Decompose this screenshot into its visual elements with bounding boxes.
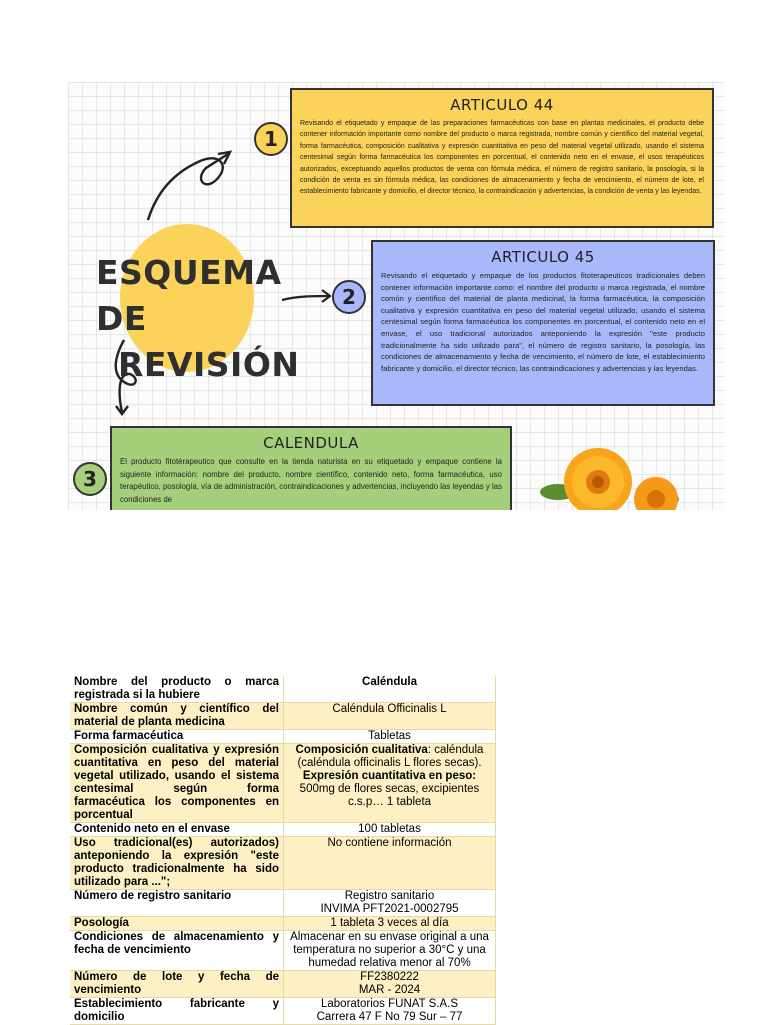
row-value bbox=[284, 998, 496, 1025]
composition-quantitative-label: Expresión cuantitativa en peso: bbox=[302, 770, 477, 782]
table-row bbox=[70, 971, 496, 998]
article-45-card bbox=[371, 240, 715, 406]
row-value: Tabletas bbox=[284, 730, 496, 744]
value-line: Laboratorios FUNAT S.A.S bbox=[321, 998, 458, 1010]
infographic-title bbox=[96, 250, 300, 388]
value-line: Carrera 47 F No 79 Sur – 77 bbox=[316, 1011, 463, 1023]
calendula-heading: CALENDULA bbox=[263, 434, 359, 452]
row-label: Posología bbox=[70, 917, 284, 931]
value-line: FF2380222 bbox=[360, 971, 419, 983]
row-value bbox=[284, 744, 496, 823]
row-label: Condiciones de almacenamiento y fecha de vencimiento bbox=[70, 931, 284, 971]
article-44-card bbox=[290, 88, 714, 228]
value-line: MAR - 2024 bbox=[358, 984, 421, 996]
row-label: Número de registro sanitario bbox=[70, 890, 284, 917]
table-row bbox=[70, 917, 496, 931]
table-row bbox=[70, 744, 496, 823]
step-badge-2: 2 bbox=[332, 280, 366, 314]
table-row bbox=[70, 676, 496, 703]
row-label: Nombre del producto o marca registrada si la hubiere bbox=[70, 676, 284, 703]
calendula-label-table bbox=[70, 676, 496, 1025]
title-line-2: REVISIÓN bbox=[118, 345, 300, 384]
table-row bbox=[70, 890, 496, 917]
row-label: Nombre común y científico del material de planta medicina bbox=[70, 703, 284, 730]
value-line: Registro sanitario bbox=[344, 890, 435, 902]
review-infographic bbox=[68, 82, 724, 510]
arrow-to-card1 bbox=[148, 154, 228, 220]
row-label: Número de lote y fecha de vencimiento bbox=[70, 971, 284, 998]
row-value bbox=[284, 890, 496, 917]
row-value: No contiene información bbox=[284, 837, 496, 890]
calendula-card bbox=[110, 426, 512, 510]
row-value: Caléndula bbox=[284, 676, 496, 703]
article-44-heading: ARTICULO 44 bbox=[450, 96, 554, 114]
row-value bbox=[284, 971, 496, 998]
table-row bbox=[70, 998, 496, 1025]
row-value: 100 tabletas bbox=[284, 823, 496, 837]
table-row bbox=[70, 837, 496, 890]
title-line-1: ESQUEMA DE bbox=[96, 253, 282, 338]
composition-qualitative-text: : caléndula (caléndula officinalis L flores secas). bbox=[297, 744, 484, 769]
composition-quantitative-text: 500mg de flores secas, excipientes c.s.p… 1 tableta bbox=[299, 783, 480, 808]
row-label: Forma farmacéutica bbox=[70, 730, 284, 744]
row-label: Establecimiento fabricante y domicilio bbox=[70, 998, 284, 1025]
table-row bbox=[70, 823, 496, 837]
composition-qualitative-label: Composición cualitativa bbox=[295, 744, 428, 756]
row-label: Composición cualitativa y expresión cuantitativa en peso del material vegetal utilizado, usando el sistema centesimal según forma farmacéutica los componentes en porcentual bbox=[70, 744, 284, 823]
article-45-body: Revisando el etiquetado y empaque de los productos fitoterapeuticos tradicionales deben contener información importante como: el nombre del producto o marca registrada, el nombre común y científico del material de planta medicinal, la forma farmacéutica, la composición cualitativa y expresión cuantitativa en peso del material vegetal utilizado, usando el sistema centesimal según forma farmacéutica los componentes en porcentual, el contenido neto en el envase, el uso tradicional autorizados anteponiendo la expresión "este producto tradicionalmente ha sido utilizado para", el número de registro sanitario, la posología, las condiciones de almacenamiento y fecha de vencimiento, el número de lote, el establecimiento fabricante y domicilio, el director técnico, las contraindicaciones y advertencias y las leyendas. bbox=[381, 271, 705, 373]
row-value: Caléndula Officinalis L bbox=[284, 703, 496, 730]
calendula-body: El producto fitotérapeutico que consulte en la tienda naturista en su etiquetado y empaque contiene la siguiente información: nombre del producto, nombre científico, contenido neto, forma farmacéutica, uso terapéutico, posología, vía de administración, contraindicaciones y advertencias, incluyendo las leyendas y las condiciones de bbox=[120, 457, 502, 504]
value-line: INVIMA PFT2021-0002795 bbox=[320, 903, 459, 915]
row-value: 1 tableta 3 veces al día bbox=[284, 917, 496, 931]
calendula-flower-image bbox=[538, 437, 688, 510]
row-value: Almacenar en su envase original a una temperatura no superior a 30°C y una humedad relativa menor al 70% bbox=[284, 931, 496, 971]
step-badge-1: 1 bbox=[254, 122, 288, 156]
article-44-body: Revisando el etiquetado y empaque de las preparaciones farmacéuticas con base en plantas medicinales, el producto debe contener información importante como nombre del producto o marca registrada, nombre común y científico del material vegetal, forma farmacéutica, composición cualitativa y expresión cuantitativa en peso del material vegetal utilizado, usando el sistema centesimal según forma farmacéutica los componentes en porcentual, el contenido neto en el envase, el usos terapéuticos autorizados, exceptuando aquellos productos de venta con fórmula médica, el número de registro sanitario, la posología, si la condición de venta es sin fórmula médica, las condiciones de almacenamiento y fecha de vencimiento, el número de lote, el establecimiento fabricante y domicilio, el director técnico, la contraindicación y advertencias, la condición de venta y las leyendas. bbox=[300, 120, 704, 196]
step-badge-3: 3 bbox=[73, 462, 107, 496]
row-label: Uso tradicional(es) autorizados) anteponiendo la expresión "este producto tradicionalmente ha sido utilizado para ..."; bbox=[70, 837, 284, 890]
article-45-heading: ARTICULO 45 bbox=[491, 248, 595, 266]
table-row bbox=[70, 730, 496, 744]
table-row bbox=[70, 703, 496, 730]
row-label: Contenido neto en el envase bbox=[70, 823, 284, 837]
table-row bbox=[70, 931, 496, 971]
